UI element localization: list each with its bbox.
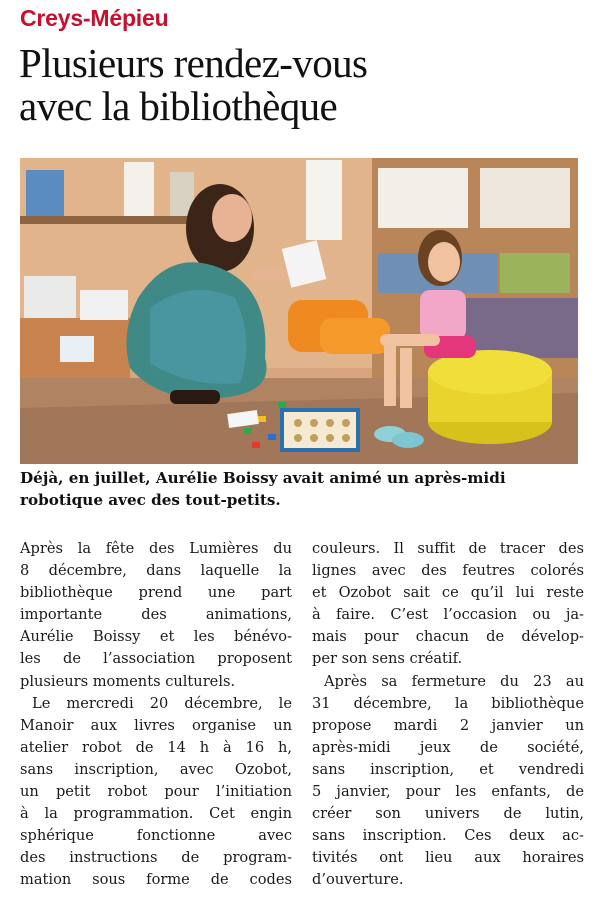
paragraph [312, 671, 584, 892]
text-line: sphérique fonctionne avec [20, 827, 292, 845]
text-line: atelier robot de 14 h à 16 h, [20, 738, 292, 756]
photo-caption [20, 467, 580, 511]
text-line: lignes avec des feutres colorés [312, 562, 584, 580]
text-line: sans inscription, et vendredi [312, 760, 584, 778]
text-line: propose mardi 2 janvier un [312, 716, 584, 734]
text-line: Après sa fermeture du 23 au [324, 672, 584, 690]
headline [19, 42, 589, 128]
text-line: un petit robot pour l’initiation [20, 783, 292, 801]
text-line: Aurélie Boissy et les bénévo- [20, 628, 292, 646]
text-line: 31 décembre, la bibliothèque [312, 694, 584, 712]
paragraph [20, 538, 292, 693]
headline-line: Plusieurs rendez-vous [19, 40, 368, 86]
text-line: d’ouverture. [312, 871, 404, 889]
article-column-left [20, 538, 292, 892]
caption-line: Déjà, en juillet, Aurélie Boissy avait animé un après-midi [20, 469, 506, 487]
text-line: à faire. C’est l’occasion ou ja- [312, 606, 584, 624]
text-line: importante des animations, [20, 606, 292, 624]
photo-illustration [20, 158, 578, 464]
text-line: Le mercredi 20 décembre, le [32, 694, 292, 712]
paragraph [312, 538, 584, 671]
text-line: les de l’association proposent [20, 650, 292, 668]
text-line: 8 décembre, dans laquelle la [20, 562, 292, 580]
text-line: et Ozobot sait ce qu’il lui reste [312, 584, 584, 602]
headline-line: avec la bibliothèque [19, 83, 338, 129]
article-photo [20, 158, 578, 464]
text-line: per son sens créatif. [312, 650, 463, 668]
text-line: après-midi jeux de société, [312, 738, 584, 756]
text-line: des instructions de program- [20, 849, 292, 867]
text-line: Manoir aux livres organise un [20, 716, 292, 734]
text-line: Après la fête des Lumières du [20, 540, 292, 557]
text-line: 5 janvier, pour les enfants, de [312, 783, 584, 801]
text-line: bibliothèque prend une part [20, 584, 292, 602]
text-line: sans inscription. Ces deux ac- [312, 827, 584, 845]
text-line: mais pour chacun de dévelop- [312, 628, 584, 646]
text-line: couleurs. Il suffit de tracer des [312, 540, 584, 557]
text-line: plusieurs moments culturels. [20, 672, 236, 690]
text-line: tivités ont lieu aux horaires [312, 849, 584, 867]
article-column-right [312, 538, 584, 892]
text-line: sans inscription, avec Ozobot, [20, 760, 292, 778]
text-line: créer son univers de lutin, [312, 805, 584, 823]
section-kicker: Creys-Mépieu [20, 5, 169, 31]
caption-line: robotique avec des tout-petits. [20, 491, 281, 509]
paragraph [20, 693, 292, 892]
text-line: mation sous forme de codes [20, 871, 292, 889]
text-line: à la programmation. Cet engin [20, 805, 292, 823]
